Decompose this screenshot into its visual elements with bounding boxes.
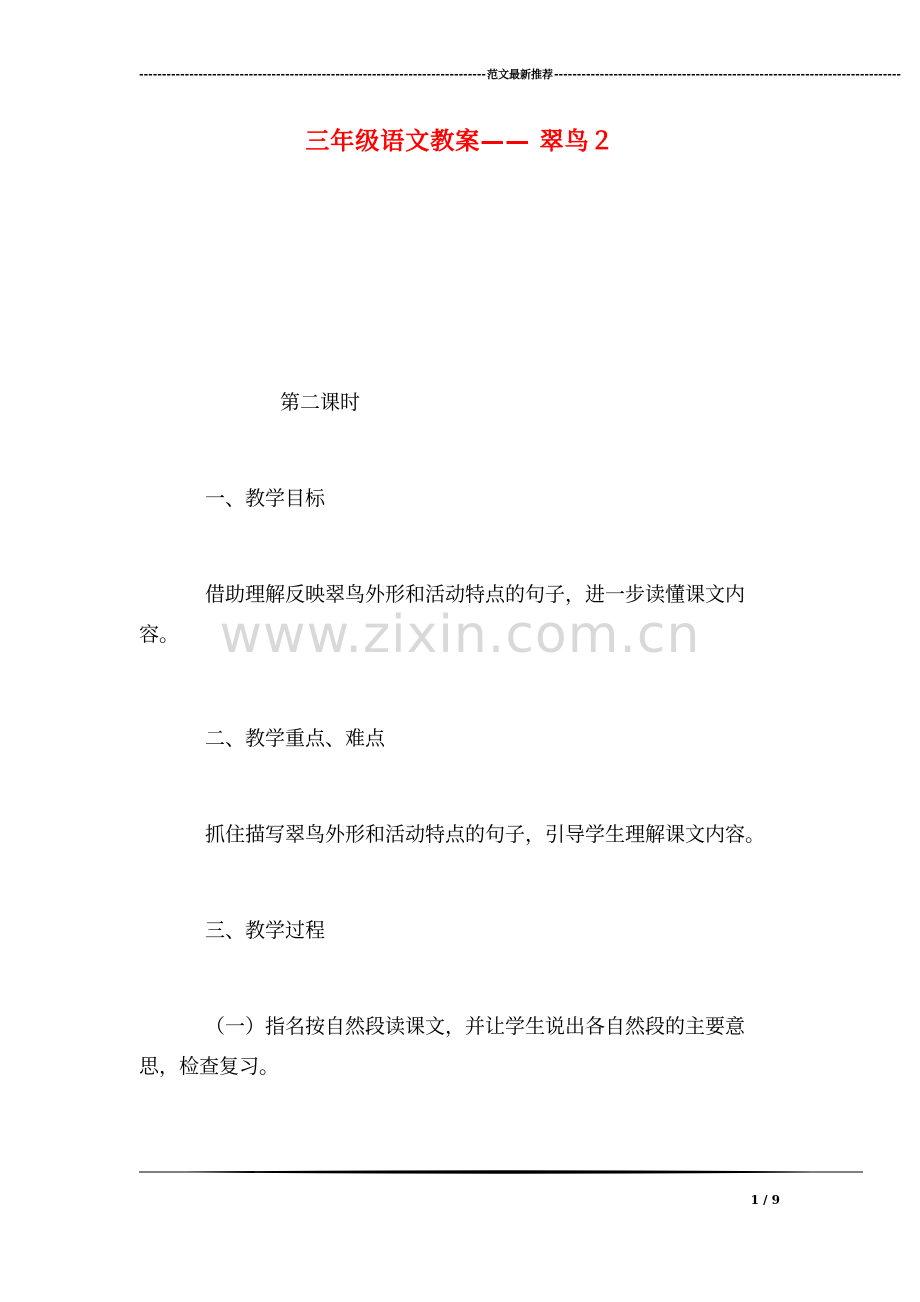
section3-item1: （一）指名按自然段读课文，并让学生说出各自然段的主要意思，检查复习。 — [139, 1014, 745, 1078]
section1-body: 借助理解反映翠鸟外形和活动特点的句子，进一步读懂课文内容。 — [139, 582, 745, 646]
footer-rule — [139, 1167, 863, 1177]
lesson-label: 第二课时 — [280, 390, 360, 414]
section2-body: 抓住描写翠鸟外形和活动特点的句子，引导学生理解课文内容。 — [205, 822, 765, 846]
page-header — [139, 68, 901, 82]
header-dashes-right: ---------------------------------------------------------------------------- — [553, 68, 901, 81]
watermark: www.zixin.com.cn — [219, 605, 701, 665]
header-dashes-left: ---------------------------------------------------------------------------- — [139, 68, 486, 81]
header-text: 范文最新推荐 — [486, 68, 553, 81]
section2-heading: 二、教学重点、难点 — [205, 726, 385, 750]
section1-heading: 一、教学目标 — [205, 486, 325, 510]
section3-heading: 三、教学过程 — [205, 918, 325, 942]
document-title: 三年级语文教案—— 翠鸟２ — [305, 127, 615, 155]
page-number: 1 / 9 — [750, 1193, 780, 1207]
